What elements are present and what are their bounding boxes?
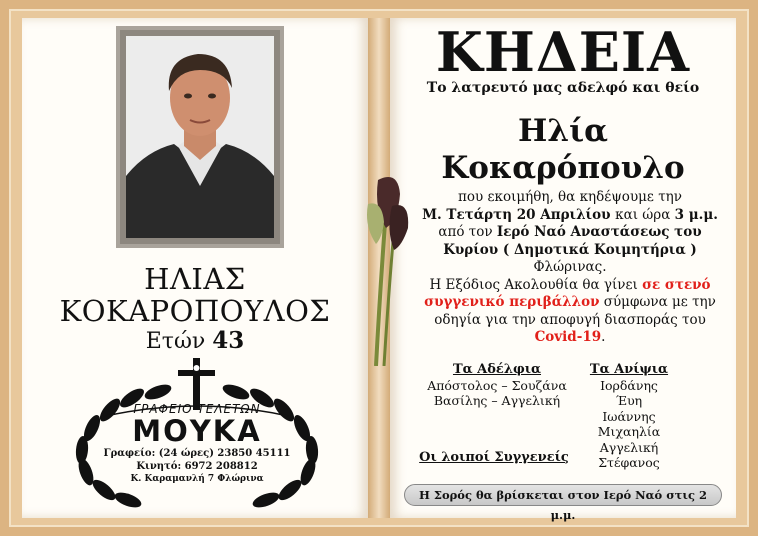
list-item: Στέφανος [598,455,660,470]
list-item: Απόστολος – Σουζάνα [427,377,567,393]
age-label: Ετών [145,329,206,354]
details-line1: που εκοιμήθη, θα κηδέψουμε την [458,189,682,205]
calla-lily-icon [364,170,412,366]
ceremony-details [414,189,726,347]
deceased-name-line1: ΗΛΙΑΣ [144,262,246,296]
logo-mobile-phone: Κινητό: 6972 208812 [136,461,258,472]
notice-title: ΚΗΔΕΙΑ [435,20,691,84]
notice-name-line1: Ηλία [518,113,608,149]
details-line9: Covid-19. [534,329,606,345]
portrait-image-icon [126,36,274,238]
list-item: Αγγελική [599,439,659,455]
siblings-column [412,362,582,409]
nephews-column [582,362,676,471]
deceased-name-line2: ΚΟΚΑΡΟΠΟΥΛΟΣ [59,294,331,328]
details-line8: οδηγία για την αποφυγή διασποράς του [434,311,706,328]
list-item: Μιχαηλία [597,424,661,439]
age-value: 43 [212,327,245,354]
list-item: Έυη [615,393,643,408]
details-line5: Φλώρινας. [533,259,607,275]
siblings-header: Τα Αδέλφια [452,362,542,377]
funeral-home-logo [66,356,328,516]
details-line2: Μ. Τετάρτη 20 Απριλίου και ώρα 3 μ.μ. [422,206,718,223]
portrait-frame [116,26,284,248]
wake-banner: Η Σορός θα βρίσκεται στον Ιερό Ναό στις 2 μ.μ. [404,484,722,506]
age-line [22,327,368,354]
notice-intro: Το λατρευτό μας αδελφό και θείο [426,80,700,96]
other-relatives: Οι λοιποί Συγγενείς [419,450,569,465]
details-line3: από τον Ιερό Ναό Αναστάσεως του [438,224,702,240]
list-item: Ιωάννης [602,408,656,424]
logo-office-phone: Γραφείο: (24 ώρες) 23850 45111 [103,448,291,459]
portrait-photo [126,36,274,238]
nephews-header: Τα Ανίψια [589,362,669,377]
logo-address: Κ. Καραμανλή 7 Φλώρινα [130,474,264,484]
details-line4: Κυρίου ( Δημοτικά Κοιμητήρια ) [443,241,697,258]
notice-name-line2: Κοκαρόπουλο [441,150,685,186]
logo-brand: ΜΟΥΚΑ [132,414,262,448]
logo-subtitle: ΓΡΑΦΕΙΟ ΤΕΛΕΤΩΝ [133,402,261,416]
list-item: Βασίλης – Αγγελική [433,393,561,408]
details-line6: Η Εξόδιος Ακολουθία θα γίνει σε στενό [429,276,711,293]
details-line7: συγγενικό περιβάλλον σύμφωνα με την [424,294,716,310]
list-item: Ιορδάνης [600,377,658,393]
